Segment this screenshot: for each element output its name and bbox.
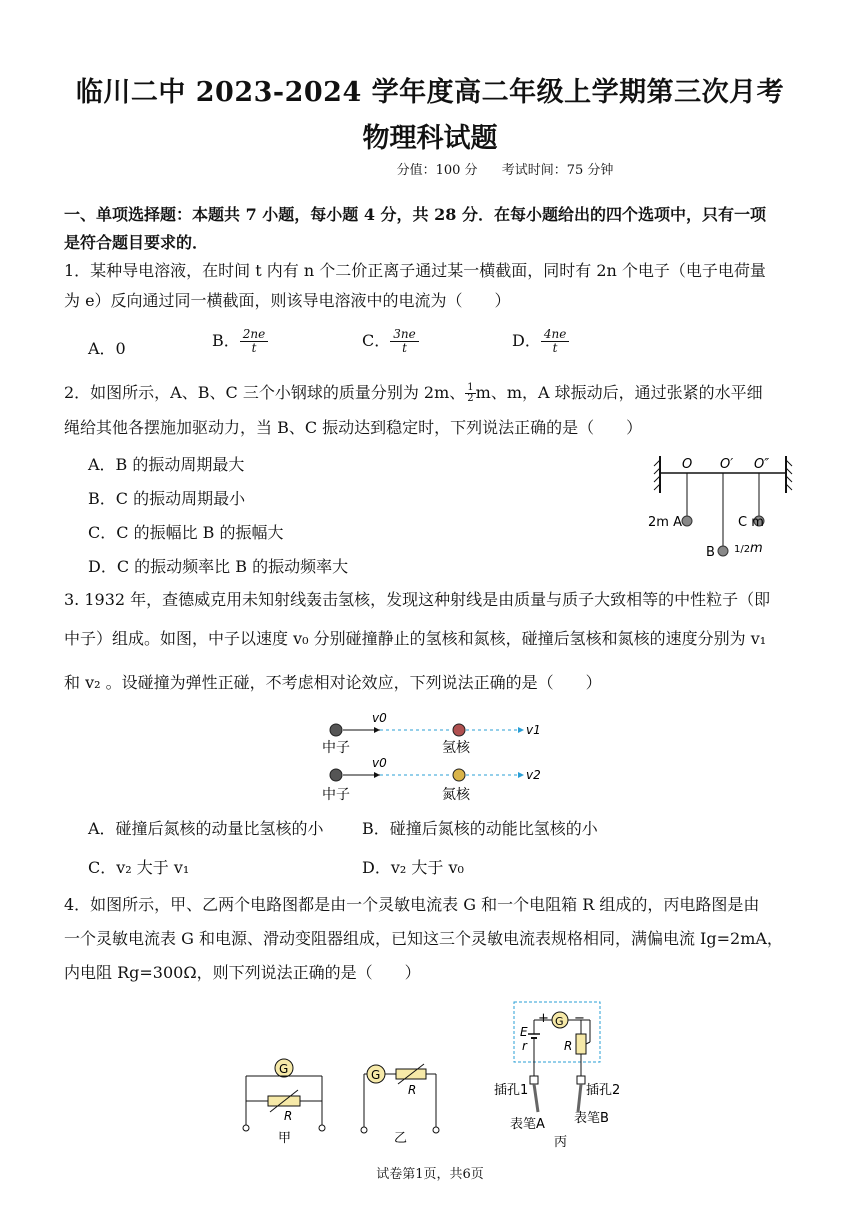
svg-text:E: E <box>520 1025 528 1039</box>
label-hole2: 插孔2 <box>586 1083 621 1098</box>
exam-meta <box>0 159 860 178</box>
q1-option-d[interactable]: D． $\frac{4ne}{t}$ <box>512 328 569 355</box>
label-pen-b: 表笔B <box>574 1111 609 1126</box>
q1-fraction-b: $\frac{2ne}{t}$ <box>240 328 268 355</box>
label-a: 2m A <box>648 515 682 530</box>
section1-line2: 是符合题目要求的． <box>64 233 209 252</box>
label-v0-1: v0 <box>372 711 387 725</box>
q1-option-c[interactable]: C． $\frac{3ne}{t}$ <box>362 328 419 355</box>
q2-option-a[interactable]: A．B 的振动周期最大 <box>88 455 245 474</box>
q2-line2: 绳给其他各摆施加驱动力，当 B、C 振动达到稳定时，下列说法正确的是（ ） <box>64 418 643 437</box>
svg-text:−: − <box>574 1011 585 1026</box>
label-bing: 丙 <box>554 1135 568 1150</box>
label-hole1: 插孔1 <box>494 1083 529 1098</box>
q1-line1: 1．某种导电溶液，在时间 t 内有 n 个二价正离子通过某一横截面，同时有 2n 个电子（电子电荷量 <box>64 261 766 280</box>
q2-line1: 2．如图所示，A、B、C 三个小钢球的质量分别为 2m、 $\frac{1}{2}m$、m，A 球振动后，通过张紧的水平细 <box>64 382 763 404</box>
label-c: C m <box>738 515 764 530</box>
label-pen-a: 表笔A <box>510 1117 545 1132</box>
q1-line2: 为 e）反向通过同一横截面，则该导电溶液中的电流为（ ） <box>64 291 511 310</box>
q1-option-a[interactable]: A．0 <box>88 339 126 358</box>
circuit-jia <box>238 1058 338 1148</box>
q4-line1: 4．如图所示，甲、乙两个电路图都是由一个灵敏电流表 G 和一个电阻箱 R 组成的，丙电路图是由 <box>64 895 760 914</box>
score-info: 分值：100 分 <box>396 163 478 178</box>
neutron-ball-2 <box>330 769 342 781</box>
label-o-prime: O′ <box>720 457 734 472</box>
svg-text:R: R <box>408 1083 417 1097</box>
nitrogen-ball <box>453 769 465 781</box>
q1-fraction-d: $\frac{4ne}{t}$ <box>541 328 569 355</box>
q3-option-c[interactable]: C．v₂ 大于 v₁ <box>88 858 190 877</box>
q2-half-fraction: $\frac{1}{2}$ <box>467 382 474 404</box>
label-neutron-1: 中子 <box>322 740 350 756</box>
label-b: B <box>706 545 715 560</box>
circuit-yi <box>356 1058 446 1148</box>
exam-title: 临川二中 2023-2024 学年度高二年级上学期第三次月考 <box>75 77 785 108</box>
svg-text:G: G <box>555 1015 564 1028</box>
svg-text:G: G <box>279 1062 289 1076</box>
exam-subtitle: 物理科试题 <box>362 123 498 154</box>
label-v2: v2 <box>526 768 541 782</box>
label-v0-2: v0 <box>372 756 387 770</box>
page-footer: 试卷第1页，共6页 <box>376 1167 484 1182</box>
time-info: 考试时间：75 分钟 <box>501 163 614 178</box>
label-yi: 乙 <box>394 1131 408 1146</box>
q1-option-b[interactable]: B． $\frac{2ne}{t}$ <box>212 328 268 355</box>
svg-text:R: R <box>284 1109 293 1123</box>
label-b-half: 1/2 <box>734 544 751 555</box>
hydrogen-ball <box>453 724 465 736</box>
q3-line1: 3. 1932 年，查德威克用未知射线轰击氢核，发现这种射线是由质量与质子大致相等的中性粒子（即 <box>64 590 771 609</box>
label-hydrogen: 氢核 <box>442 740 470 756</box>
circuit-bing <box>490 998 621 1150</box>
label-o-double-prime: O″ <box>754 457 770 472</box>
svg-text:r: r <box>522 1039 527 1053</box>
svg-text:R: R <box>564 1039 573 1053</box>
ball-a <box>682 516 692 526</box>
label-nitrogen: 氮核 <box>442 787 470 803</box>
svg-text:+: + <box>538 1011 549 1026</box>
pendulum-figure <box>650 448 800 573</box>
q3-option-d[interactable]: D．v₂ 大于 v₀ <box>362 858 464 877</box>
q2-option-b[interactable]: B．C 的振动周期最小 <box>88 489 246 508</box>
section1-line1: 一、单项选择题：本题共 7 小题，每小题 4 分，共 28 分．在每小题给出的四个选项中，只有一项 <box>64 205 766 224</box>
label-v1: v1 <box>526 723 541 737</box>
q2-option-c[interactable]: C．C 的振幅比 B 的振幅大 <box>88 523 284 542</box>
svg-text:G: G <box>371 1068 381 1082</box>
q4-line3: 内电阻 Rg=300Ω，则下列说法正确的是（ ） <box>64 963 421 982</box>
label-o: O <box>682 457 693 472</box>
q3-line2: 中子）组成。如图，中子以速度 v₀ 分别碰撞静止的氢核和氮核，碰撞后氢核和氮核的速度分别为 v₁ <box>64 629 767 648</box>
label-b-mass: m <box>750 541 763 556</box>
label-neutron-2: 中子 <box>322 787 350 803</box>
q2-option-d[interactable]: D．C 的振动频率比 B 的振动频率大 <box>88 557 349 576</box>
q3-option-b[interactable]: B．碰撞后氮核的动能比氢核的小 <box>362 819 598 838</box>
ball-b <box>718 546 728 556</box>
q3-line3: 和 v₂ 。设碰撞为弹性正碰，不考虑相对论效应，下列说法正确的是（ ） <box>64 673 602 692</box>
collision-figure <box>318 708 548 808</box>
neutron-ball-1 <box>330 724 342 736</box>
q3-option-a[interactable]: A．碰撞后氮核的动量比氢核的小 <box>88 819 324 838</box>
label-jia: 甲 <box>278 1131 292 1146</box>
q4-line2: 一个灵敏电流表 G 和电源、滑动变阻器组成，已知这三个灵敏电流表规格相同，满偏电流 Ig=2mA， <box>64 929 783 948</box>
q1-fraction-c: $\frac{3ne}{t}$ <box>390 328 418 355</box>
rheostat-bing <box>576 1034 586 1054</box>
